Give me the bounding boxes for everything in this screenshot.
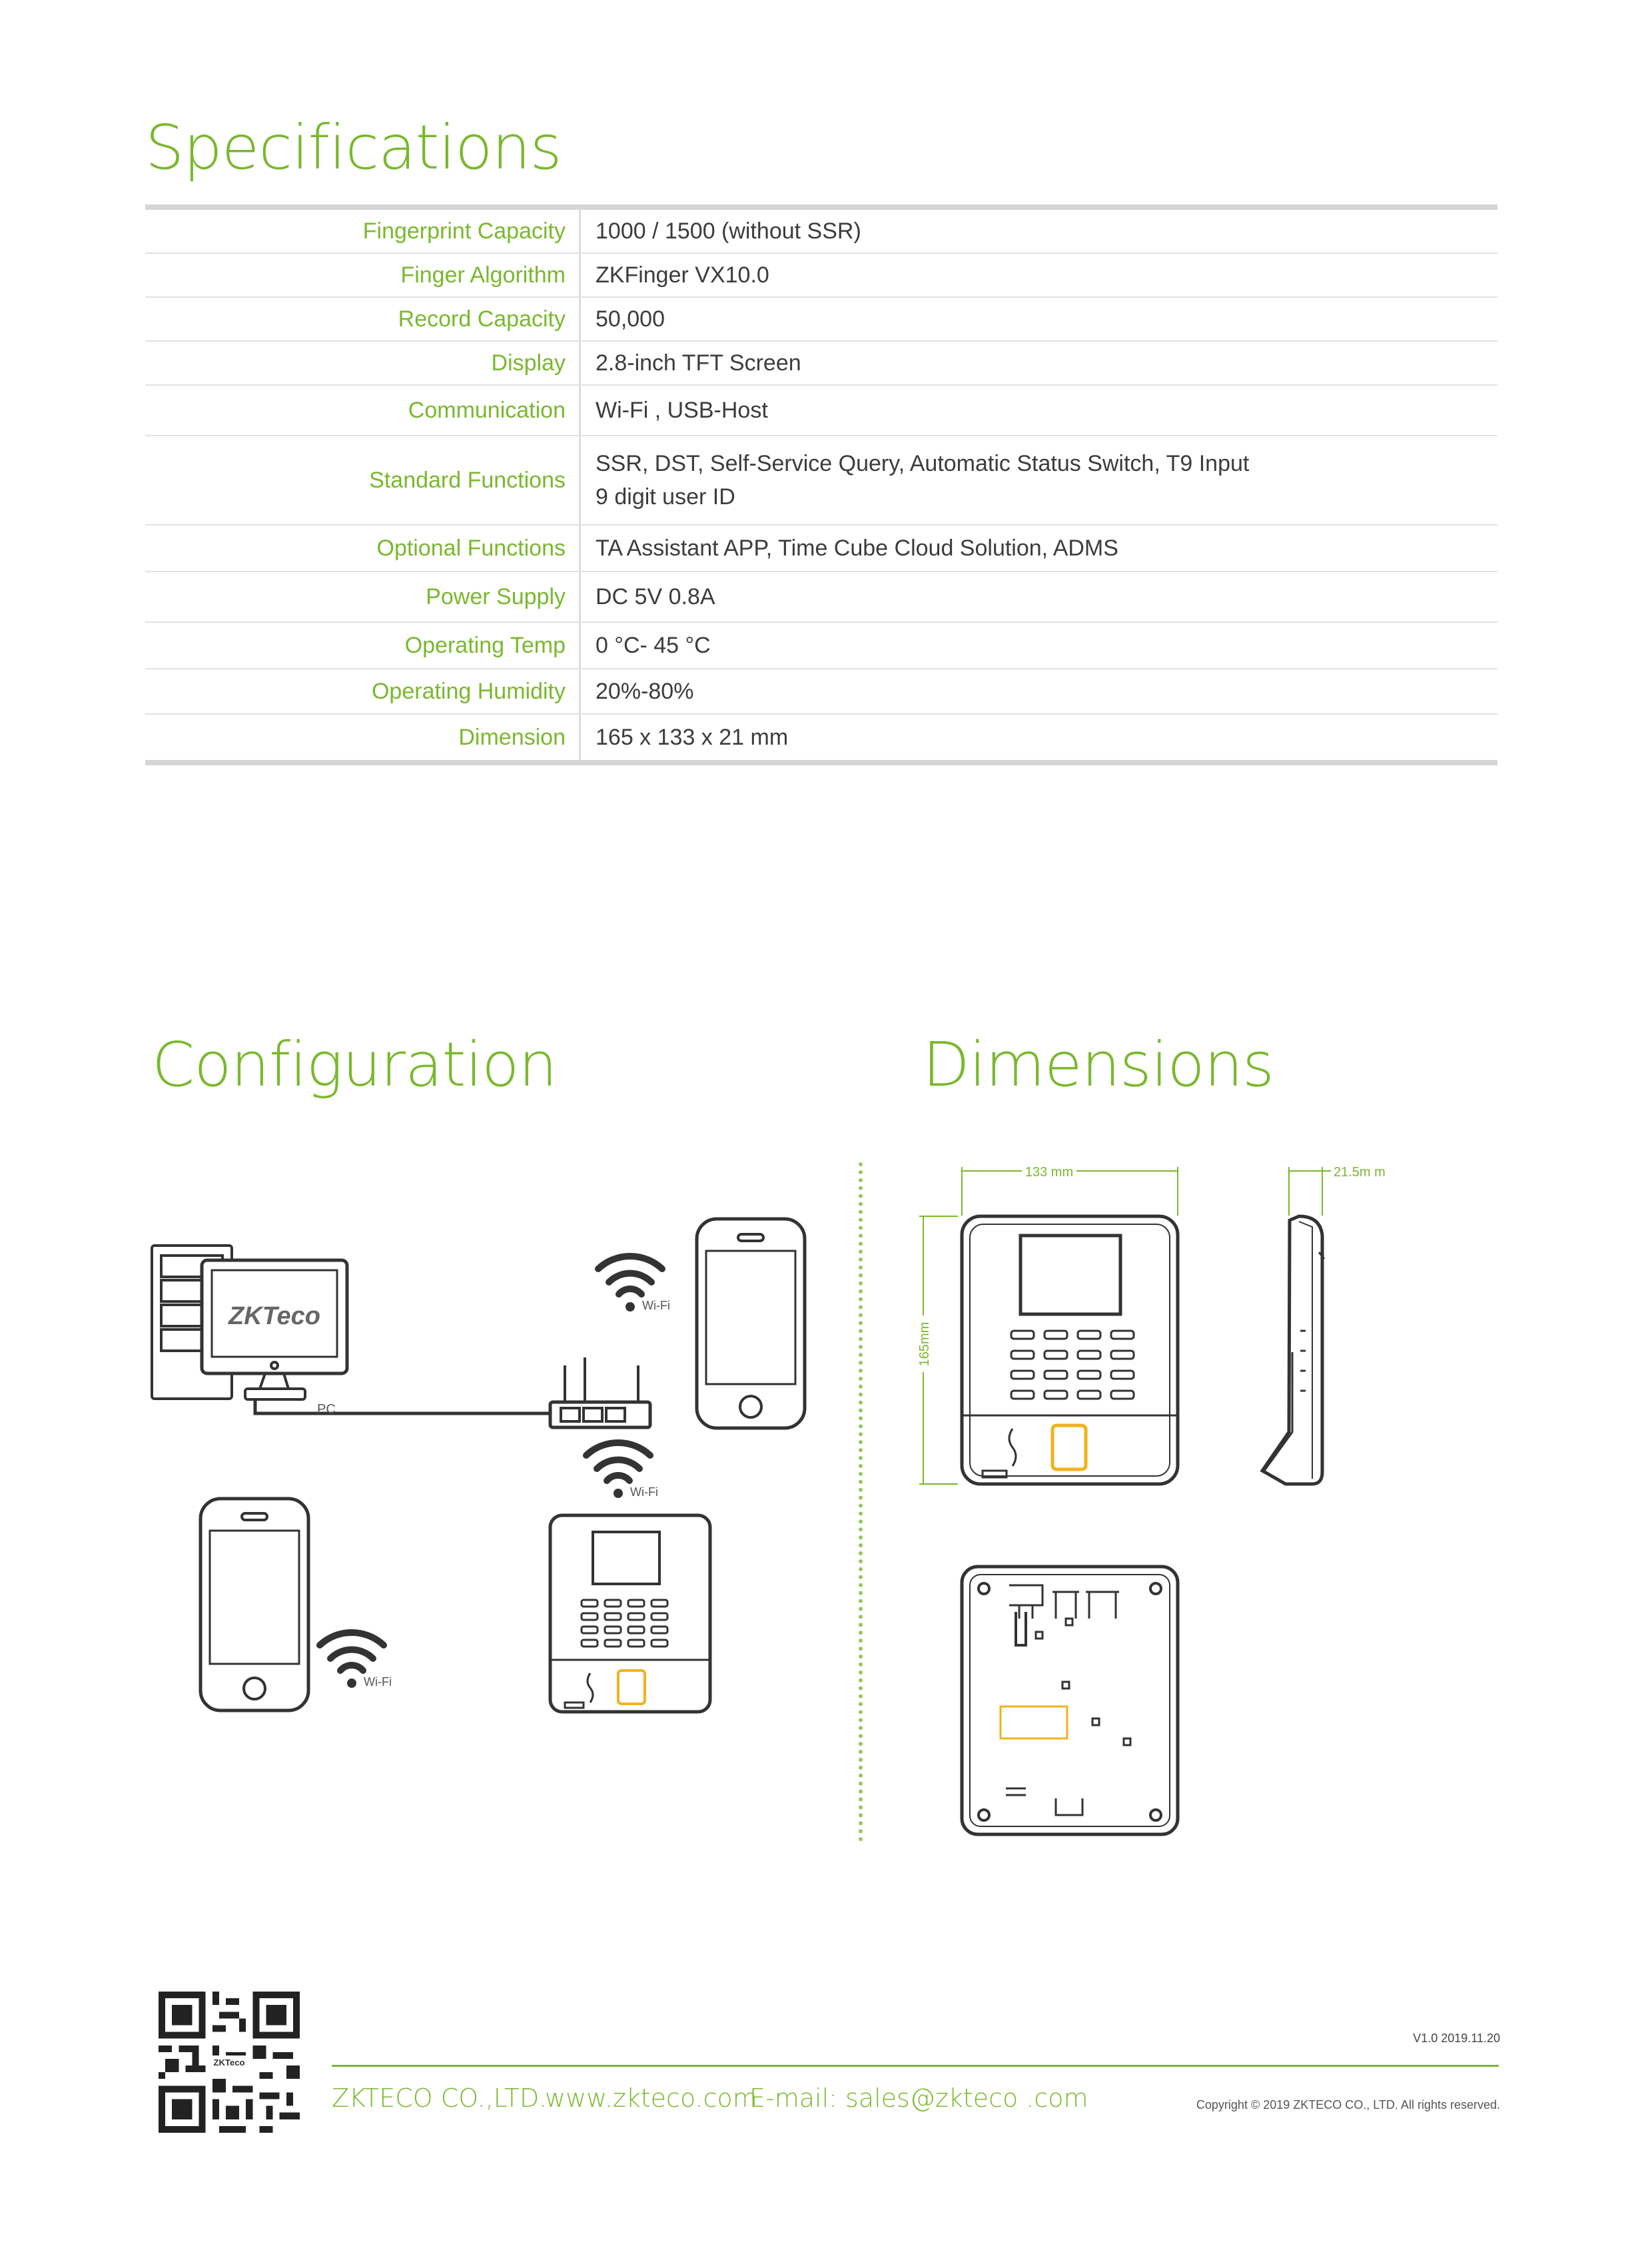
- smartphone-icon: [201, 1499, 308, 1710]
- spec-label: Record Capacity: [145, 298, 581, 340]
- spec-value: 2.8-inch TFT Screen: [596, 350, 801, 376]
- dimensions-diagram: [853, 1152, 1519, 1852]
- specifications-table: [145, 204, 1497, 765]
- spec-row: [145, 342, 1497, 386]
- spec-label: Power Supply: [145, 572, 581, 621]
- spec-row: [145, 436, 1497, 526]
- company-name: ZKTECO CO.,LTD.: [332, 2083, 548, 2113]
- spec-label: Optional Functions: [145, 526, 581, 571]
- document-version: V1.0 2019.11.20: [1413, 2032, 1500, 2045]
- spec-row: [145, 715, 1497, 760]
- footer-rule: [332, 2065, 1499, 2067]
- configuration-title: Configuration: [152, 1029, 557, 1100]
- depth-dimension-label: 21.5m m: [1334, 1165, 1386, 1180]
- spec-row: [145, 623, 1497, 669]
- email-link[interactable]: E-mail: sales@zkteco .com: [749, 2083, 1088, 2113]
- specifications-title: Specifications: [145, 112, 562, 183]
- height-dimension-label: 165mm: [917, 1321, 932, 1367]
- attendance-device-icon: [550, 1515, 710, 1712]
- dimensions-title: Dimensions: [923, 1029, 1274, 1100]
- spec-label: Operating Temp: [145, 623, 581, 668]
- configuration-diagram: [145, 1132, 851, 1798]
- width-dimension-label: 133 mm: [1025, 1165, 1074, 1180]
- device-back-view: [962, 1567, 1178, 1834]
- spec-value: ZKFinger VX10.0: [596, 262, 769, 288]
- router-icon: [550, 1357, 650, 1427]
- spec-value: 0 °C- 45 °C: [596, 633, 711, 658]
- monitor-logo: ZKTeco: [228, 1302, 320, 1330]
- spec-value: 165 x 133 x 21 mm: [596, 725, 789, 750]
- qr-logo: ZKTeco: [213, 2057, 245, 2068]
- website-link[interactable]: www.zkteco.com: [545, 2083, 757, 2113]
- spec-value: TA Assistant APP, Time Cube Cloud Solution, ADMS: [596, 536, 1118, 561]
- qr-code: [159, 1992, 300, 2133]
- spec-label: Fingerprint Capacity: [145, 210, 581, 252]
- wifi-label: Wi-Fi: [642, 1299, 670, 1312]
- spec-value: DC 5V 0.8A: [596, 584, 715, 609]
- smartphone-icon: [697, 1219, 805, 1428]
- pc-label: PC: [317, 1402, 336, 1417]
- spec-value: Wi-Fi , USB-Host: [596, 398, 768, 423]
- spec-row: [145, 386, 1497, 436]
- dimension-lines: [919, 1167, 1331, 1484]
- device-side-view: [1262, 1216, 1324, 1484]
- copyright-notice: Copyright © 2019 ZKTECO CO., LTD. All rights reserved.: [1196, 2098, 1500, 2111]
- spec-value: 1000 / 1500 (without SSR): [596, 218, 861, 244]
- configuration-illustration: [145, 1132, 851, 1798]
- spec-row: [145, 526, 1497, 572]
- spec-row: [145, 210, 1497, 254]
- network-cable: [255, 1399, 552, 1413]
- spec-label: Standard Functions: [145, 436, 581, 524]
- spec-row: [145, 298, 1497, 342]
- spec-label: Finger Algorithm: [145, 254, 581, 296]
- wifi-label: Wi-Fi: [364, 1675, 392, 1688]
- spec-value: 50,000: [596, 306, 665, 332]
- spec-label: Operating Humidity: [145, 669, 581, 713]
- wifi-label: Wi-Fi: [630, 1485, 658, 1499]
- spec-label: Display: [145, 342, 581, 384]
- device-front-view: [962, 1216, 1178, 1484]
- spec-row: [145, 669, 1497, 715]
- spec-value: SSR, DST, Self-Service Query, Automatic Status Switch, T9 Input 9 digit user ID: [596, 451, 1250, 510]
- spec-label: Communication: [145, 386, 581, 435]
- spec-row: [145, 572, 1497, 623]
- spec-row: [145, 254, 1497, 298]
- dimensions-illustration: [853, 1152, 1519, 1852]
- spec-label: Dimension: [145, 715, 581, 760]
- spec-value: 20%-80%: [596, 679, 694, 704]
